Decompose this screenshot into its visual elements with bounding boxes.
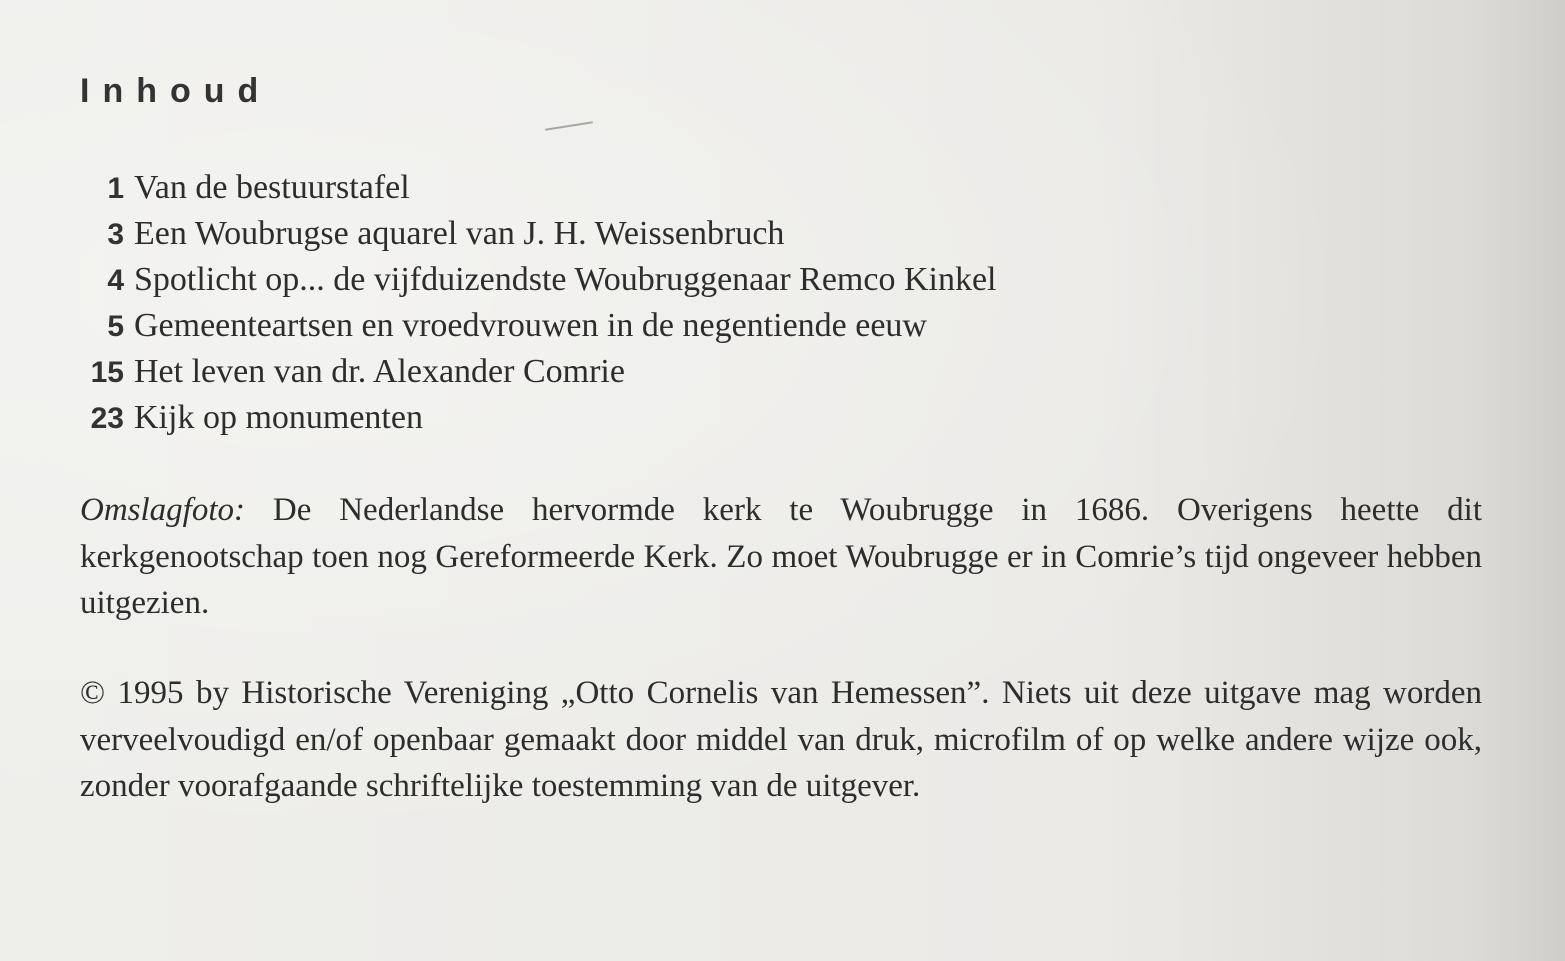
toc-page-number: 5 xyxy=(107,310,124,343)
toc-title: Een Woubrugse aquarel van J. H. Weissenbruch xyxy=(134,215,785,252)
toc-page-number: 15 xyxy=(90,356,124,389)
toc-page-number: 3 xyxy=(107,218,124,251)
toc-title: Spotlicht op... de vijfduizendste Woubruggenaar Remco Kinkel xyxy=(134,261,997,298)
toc-page-number: 1 xyxy=(107,172,124,205)
toc-page-number: 4 xyxy=(107,264,124,297)
toc-entry xyxy=(80,349,997,395)
cover-photo-text: De Nederlandse hervormde kerk te Woubrugge in 1686. Overigens heette dit kerkgenootschap toen nog Gereformeerde Kerk. Zo moet Woubrugge er in Comrie’s tijd ongeveer hebben uitgezien. xyxy=(80,492,1483,621)
toc-title: Van de bestuurstafel xyxy=(134,169,410,206)
cover-photo-caption xyxy=(80,487,1482,627)
toc-title: Kijk op monumenten xyxy=(134,399,423,436)
copyright-notice xyxy=(80,670,1482,810)
toc-entry xyxy=(80,257,997,303)
toc-page-number: 23 xyxy=(90,402,124,435)
toc-title: Het leven van dr. Alexander Comrie xyxy=(134,353,625,390)
toc-title: Gemeenteartsen en vroedvrouwen in de negentiende eeuw xyxy=(134,307,927,344)
table-of-contents xyxy=(80,165,997,441)
toc-entry xyxy=(80,211,997,257)
toc-entry xyxy=(80,303,997,349)
pen-mark xyxy=(545,121,593,130)
page-title: Inhoud xyxy=(80,72,272,110)
copyright-text: © 1995 by Historische Vereniging „Otto Cornelis van Hemessen”. Niets uit deze uitgave mag worden verveelvoudigd en/of openbaar gemaakt door middel van druk, microfilm of op welke andere wijze ook, zonder voorafgaande schriftelijke toestemming van de uitgever. xyxy=(80,675,1482,804)
toc-entry xyxy=(80,395,997,441)
cover-photo-label: Omslagfoto: xyxy=(80,492,245,528)
toc-entry xyxy=(80,165,997,211)
